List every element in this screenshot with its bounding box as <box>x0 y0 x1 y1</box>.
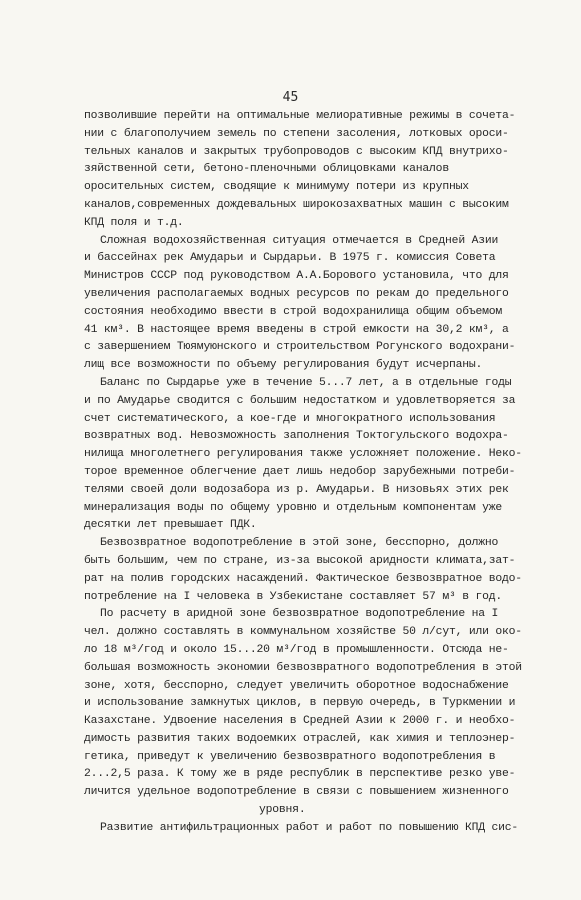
text-line: состояния необходимо ввести в строй водохранилища общим объемом <box>84 305 503 318</box>
text-line: Развитие антифильтрационных работ и работ по повышению КПД сис- <box>100 821 519 834</box>
text-line: потребление на I человека в Узбекистане составляет 57 м³ в год. <box>84 590 503 603</box>
text-line: и по Амударье сводится с большим недостатком и удовлетворяется за <box>84 394 516 407</box>
text-line: рат на полив городских насаждений. Фактическое безвозвратное водо- <box>84 572 522 585</box>
text-line: нии с благополучием земель по степени засоления, лотковых ороси- <box>84 127 509 140</box>
text-line: гетика, приведут к увеличению безвозвратного водопотребления в <box>84 750 496 763</box>
text-line: тельных каналов и закрытых трубопроводов с высоким КПД внутрихо- <box>84 145 509 158</box>
text-line: Безвозвратное водопотребление в этой зоне, бесспорно, должно <box>100 537 499 550</box>
text-line: возвратных вод. Невозможность заполнения Токтогульского водохра- <box>84 430 509 443</box>
text-line: димость развития таких водоемких отраслей, как химия и теплоэнер- <box>84 732 516 745</box>
document-body <box>84 108 529 838</box>
text-line: зяйственной сети, бетоно-пленочными облицовками каналов оросительных систем, сводящие к минимуму потери из крупных каналов,современных дождевальных широкозахватных машин с высоким КПД поля и т.д. <box>84 163 509 229</box>
text-line: с завершением Тюямуюнского и строительством Рогунского водохрани- <box>84 341 516 354</box>
text-line: торое временное облегчение дает лишь недобор зарубежными потреби- <box>84 465 516 478</box>
text-line: По расчету в аридной зоне безвозвратное водопотребление на I <box>100 608 499 621</box>
page-number: 45 <box>282 90 299 105</box>
text-line: десятки лет превышает ПДК. <box>84 519 257 532</box>
text-line: Казахстане. Удвоение населения в Средней Азии к 2000 г. и необхо- <box>84 715 516 728</box>
text-line: Сложная водохозяйственная ситуация отмечается в Средней Азии <box>100 234 499 247</box>
text-line: и бассейнах рек Амударьи и Сырдарьи. В 1975 г. комиссия Совета <box>84 252 496 265</box>
text-line: нилища многолетнего регулирования также усложняет положение. Неко- <box>84 448 522 461</box>
text-line: лищ все возможности по объему регулирования будут исчерпаны. <box>84 359 483 372</box>
text-line: быть большим, чем по стране, из-за высокой аридности климата,зат- <box>84 554 516 567</box>
text-line: уровня. <box>259 804 306 817</box>
text-line: личится удельное водопотребление в связи с повышением жизненного <box>84 786 509 799</box>
text-line: 41 км³. В настоящее время введены в строй емкости на 30,2 км³, а <box>84 323 509 336</box>
text-line: чел. должно составлять в коммунальном хозяйстве 50 л/сут, или око- <box>84 626 522 639</box>
text-line: большая возможность экономии безвозвратного водопотребления в этой <box>84 661 522 674</box>
text-line: 2...2,5 раза. К тому же в ряде республик в перспективе резко уве- <box>84 768 516 781</box>
text-line: Министров СССР под руководством А.А.Борового установила, что для <box>84 270 509 283</box>
text-line: и использование замкнутых циклов, в первую очередь, в Туркмении и <box>84 697 516 710</box>
text-line: увеличения располагаемых водных ресурсов по рекам до предельного <box>84 287 509 300</box>
text-line: зоне, хотя, бесспорно, следует увеличить оборотное водоснабжение <box>84 679 509 692</box>
text-line: минерализация воды по общему уровню и отдельным компонентам уже <box>84 501 503 514</box>
text-line: позволившие перейти на оптимальные мелиоративные режимы в сочета- <box>84 110 516 122</box>
text-line: Баланс по Сырдарье уже в течение 5...7 лет, а в отдельные годы <box>100 376 512 389</box>
text-line: телями своей доли водозабора из р. Амударьи. В низовьях этих рек <box>84 483 509 496</box>
text-line: счет систематического, а кое-где и многократного использования <box>84 412 496 425</box>
text-line: ло 18 м³/год и около 15...20 м³/год в промышленности. Отсюда не- <box>84 643 509 656</box>
